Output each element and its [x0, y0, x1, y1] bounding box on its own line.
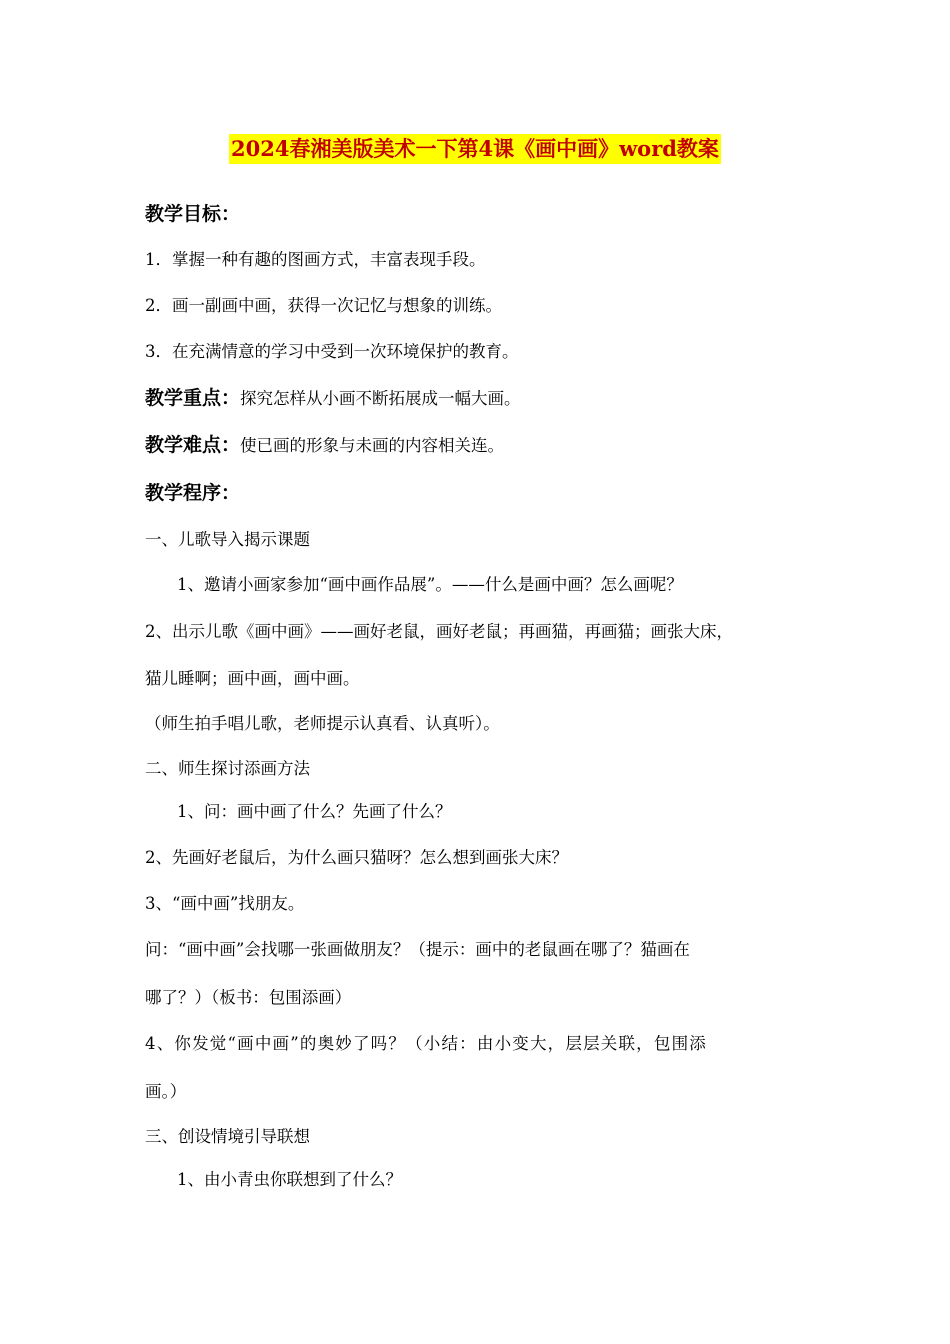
procedure-line: （师生拍手唱儿歌，老师提示认真看、认真听）。	[145, 714, 500, 733]
procedure-line: 4、你发觉“画中画”的奥妙了吗？（小结：由小变大，层层关联，包围添	[145, 1034, 707, 1053]
procedure-line: 1、邀请小画家参加“画中画作品展”。——什么是画中画？怎么画呢？	[177, 575, 683, 594]
procedure-line: 猫儿睡啊；画中画，画中画。	[145, 669, 360, 688]
title-container	[0, 134, 950, 164]
procedure-line: 哪了？）（板书：包围添画）	[145, 988, 352, 1007]
section-heading: 二、师生探讨添画方法	[145, 759, 310, 778]
objective-item: 2．画一副画中画，获得一次记忆与想象的训练。	[145, 296, 502, 315]
section-heading: 一、儿歌导入揭示课题	[145, 530, 310, 549]
difficulty-label: 教学难点：	[145, 434, 241, 456]
procedure-line: 2、先画好老鼠后，为什么画只猫呀？怎么想到画张大床？	[145, 848, 568, 867]
key-point-label: 教学重点：	[145, 387, 241, 409]
procedure-line: 1、问：画中画了什么？先画了什么？	[177, 802, 452, 821]
objectives-heading: 教学目标：	[145, 203, 241, 225]
procedure-line: 1、由小青虫你联想到了什么？	[177, 1170, 402, 1189]
procedure-line: 问：“画中画”会找哪一张画做朋友？（提示：画中的老鼠画在哪了？猫画在	[145, 940, 690, 959]
key-point-text: 探究怎样从小画不断拓展成一幅大画。	[240, 389, 521, 408]
difficulty-text: 使已画的形象与未画的内容相关连。	[240, 436, 505, 455]
key-point-paragraph	[145, 386, 521, 411]
document-title: 2024春湘美版美术一下第4课《画中画》word教案	[229, 134, 721, 164]
procedure-line: 画。）	[145, 1082, 187, 1101]
procedure-heading: 教学程序：	[145, 482, 241, 504]
difficulty-paragraph	[145, 433, 504, 458]
section-heading: 三、创设情境引导联想	[145, 1127, 310, 1146]
procedure-line: 2、出示儿歌《画中画》——画好老鼠，画好老鼠；再画猫，再画猫；画张大床，	[145, 622, 733, 641]
objective-item: 3．在充满情意的学习中受到一次环境保护的教育。	[145, 342, 519, 361]
objective-item: 1．掌握一种有趣的图画方式，丰富表现手段。	[145, 250, 486, 269]
procedure-line: 3、“画中画”找朋友。	[145, 894, 305, 913]
